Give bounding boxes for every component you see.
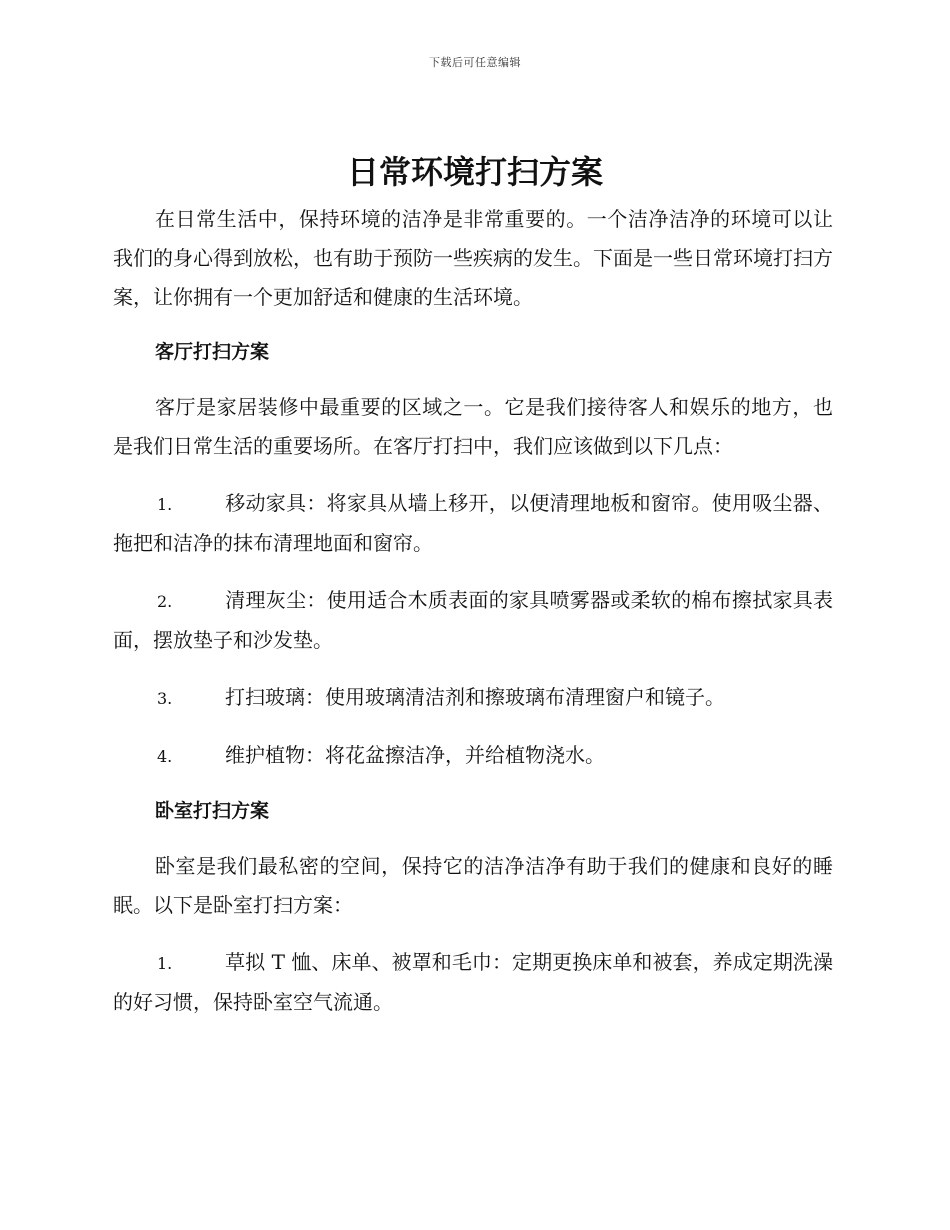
list-text: 移动家具：将家具从墙上移开，以便清理地板和窗帘。使用吸尘器、拖把和洁净的抹布清理地面和窗帘。 xyxy=(113,491,833,555)
list-number: 3. xyxy=(157,689,173,708)
list-text: 清理灰尘：使用适合木质表面的家具喷雾器或柔软的棉布擦拭家具表面，摆放垫子和沙发垫。 xyxy=(113,588,833,652)
document-body xyxy=(113,200,833,1022)
list-number: 4. xyxy=(157,747,173,766)
list-item xyxy=(113,484,833,563)
list-number: 1. xyxy=(157,495,173,514)
list-item xyxy=(113,943,833,1022)
header-note: 下载后可任意编辑 xyxy=(429,56,521,69)
list-number: 2. xyxy=(157,592,173,611)
section-intro-bedroom: 卧室是我们最私密的空间，保持它的洁净洁净有助于我们的健康和良好的睡眠。以下是卧室打扫方案： xyxy=(113,854,833,917)
list-item xyxy=(113,736,833,776)
list-item xyxy=(113,678,833,718)
section-heading-living-room: 客厅打扫方案 xyxy=(155,341,270,363)
list-text: 维护植物：将花盆擦洁净，并给植物浇水。 xyxy=(225,743,605,767)
list-number: 1. xyxy=(157,954,173,973)
list-text: 草拟 T 恤、床单、被罩和毛巾：定期更换床单和被套，养成定期洗澡的好习惯，保持卧室空气流通。 xyxy=(113,950,833,1014)
document-title: 日常环境打扫方案 xyxy=(346,153,603,191)
list-text: 打扫玻璃：使用玻璃清洁剂和擦玻璃布清理窗户和镜子。 xyxy=(225,685,725,709)
list-item xyxy=(113,581,833,660)
intro-paragraph: 在日常生活中，保持环境的洁净是非常重要的。一个洁净洁净的环境可以让我们的身心得到放松，也有助于预防一些疾病的发生。下面是一些日常环境打扫方案，让你拥有一个更加舒适和健康的生活环境。 xyxy=(113,207,833,309)
section-heading-bedroom: 卧室打扫方案 xyxy=(155,800,270,822)
section-intro-living-room: 客厅是家居装修中最重要的区域之一。它是我们接待客人和娱乐的地方，也是我们日常生活的重要场所。在客厅打扫中，我们应该做到以下几点： xyxy=(113,395,833,458)
